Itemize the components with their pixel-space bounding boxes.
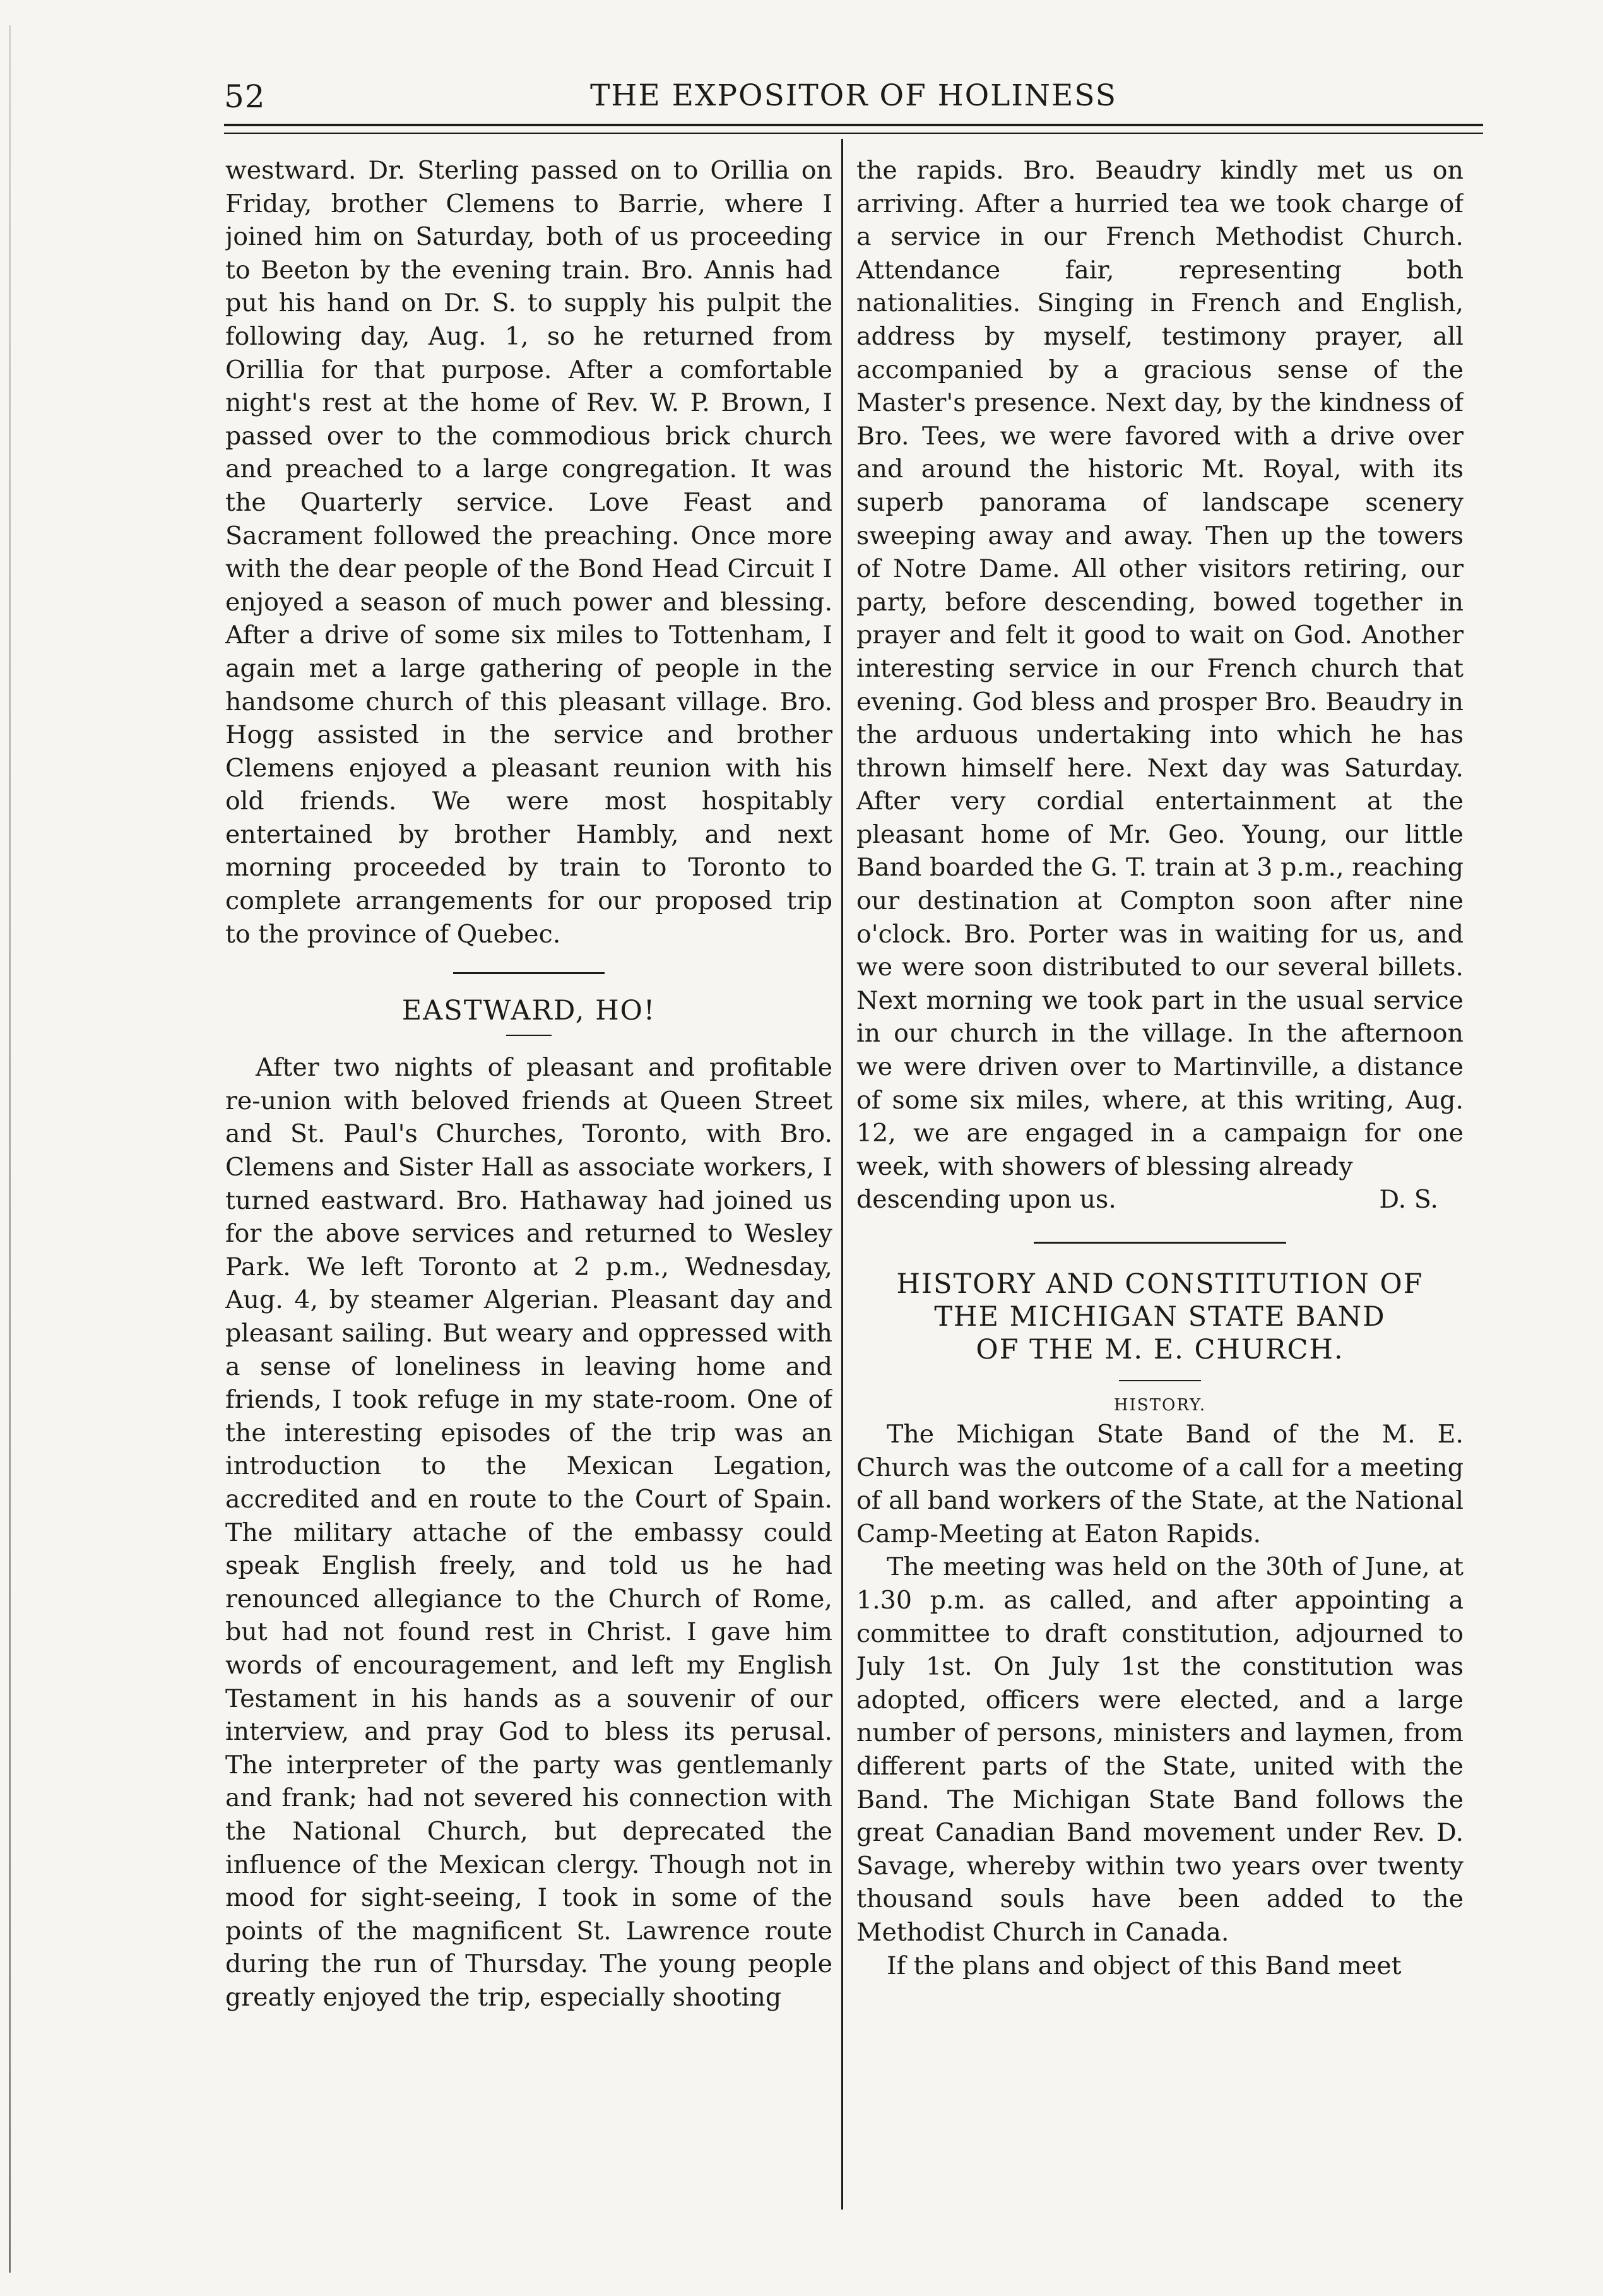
history-heading-line: OF THE M. E. CHURCH. <box>976 1334 1344 1365</box>
left-column <box>225 154 832 2199</box>
history-heading-line: HISTORY AND CONSTITUTION OF <box>896 1268 1424 1300</box>
section-heading-eastward: EASTWARD, HO! <box>401 995 656 1027</box>
history-heading-line: THE MICHIGAN STATE BAND <box>934 1301 1386 1333</box>
intro-paragraph: westward. Dr. Sterling passed on to Orillia on Friday, brother Clemens to Barrie, where I joined him on Saturday, both of us proceeding to Beeton by the evening train. Bro. Annis had put his hand on Dr. S. to supply his pulpit the following day, Aug. 1, so he returned from Orillia for that purpose. After a comfortable night's rest at the home of Rev. W. P. Brown, I passed over to the commodious brick church and preached to a large congregation. It was the Quarterly service. Love Feast and Sacrament followed the preaching. Once more with the dear people of the Bond Head Circuit I enjoyed a season of much power and blessing. After a drive of some six miles to Tottenham, I again met a large gathering of people in the handsome church of this pleasant village. Bro. Hogg assisted in the service and brother Clemens enjoyed a pleasant reunion with his old friends. We were most hospitably entertained by brother Hambly, and next morning proceeded by train to Toronto to complete arrangements for our proposed trip to the province of Quebec. <box>225 156 832 949</box>
header-rule-thin <box>224 133 1483 134</box>
history-paragraph-2: The meeting was held on the 30th of June, at 1.30 p.m. as called, and after appointing a committee to draft constitution, adjourned to July 1st. On July 1st the constitution was adopted, officers were elected, and a large number of persons, ministers and laymen, from different parts of the State, united with the Band. The Michigan State Band follows the great Canadian Band movement under Rev. D. Savage, whereby within two years over twenty thousand souls have been added to the Methodist Church in Canada. <box>856 1552 1464 1947</box>
section-divider-history <box>1034 1242 1286 1244</box>
header-rule-thick <box>224 124 1483 126</box>
column-divider <box>841 139 843 2210</box>
heading-rule <box>1119 1380 1201 1381</box>
history-subheading: HISTORY. <box>1113 1396 1207 1415</box>
right-column <box>856 154 1464 2199</box>
page-header <box>224 78 1483 129</box>
signature: D. S. <box>1379 1185 1438 1215</box>
continued-paragraph: the rapids. Bro. Beaudry kindly met us on arriving. After a hurried tea we took charge of a service in our French Methodist Church. Attendance fair, representing both nationalities. Singing in French and English, address by myself, testimony prayer, all accompanied by a gracious sense of the Master's presence. Next day, by the kindness of Bro. Tees, we were favored with a drive over and around the historic Mt. Royal, with its superb panorama of landscape scenery sweeping away and away. Then up the towers of Notre Dame. All other visitors retiring, our party, before descending, bowed together in prayer and felt it good to wait on God. Another interesting service in our French church that evening. God bless and prosper Bro. Beaudry in the arduous undertaking into which he has thrown himself here. Next day was Saturday. After very cordial entertainment at the pleasant home of Mr. Geo. Young, our little Band boarded the G. T. train at 3 p.m., reaching our destination at Compton soon after nine o'clock. Bro. Porter was in waiting for us, and we were soon distributed to our several billets. Next morning we took part in the usual service in our church in the village. In the afternoon we were driven over to Martinville, a distance of some six miles, where, at this writing, Aug. 12, we are engaged in a campaign for one week, with showers of blessing already <box>856 156 1464 1181</box>
page-number: 52 <box>224 78 266 115</box>
eastward-paragraph: After two nights of pleasant and profitable re-union with beloved friends at Queen Street and St. Paul's Churches, Toronto, with Bro. Clemens and Sister Hall as associate workers, I turned eastward. Bro. Hathaway had joined us for the above services and returned to Wesley Park. We left Toronto at 2 p.m., Wednesday, Aug. 4, by steamer Algerian. Pleasant day and pleasant sailing. But weary and oppressed with a sense of loneliness in leaving home and friends, I took refuge in my state-room. One of the interesting episodes of the trip was an introduction to the Mexican Legation, accredited and en route to the Court of Spain. The military attache of the embassy could speak English freely, and told us he had renounced allegiance to the Church of Rome, but had not found rest in Christ. I gave him words of encouragement, and left my English Testament in his hands as a souvenir of our interview, and pray God to bless its perusal. The interpreter of the party was gentlemanly and frank; had not severed his connection with the National Church, but deprecated the influence of the Mexican clergy. Though not in mood for sight-seeing, I took in some of the points of the magnificent St. Lawrence route during the run of Thursday. The young people greatly enjoyed the trip, especially shooting <box>225 1053 832 2012</box>
page-edge-shadow <box>9 25 11 2273</box>
history-paragraph-1: The Michigan State Band of the M. E. Church was the outcome of a call for a meeting of all band workers of the State, at the National Camp-Meeting at Eaton Rapids. <box>856 1420 1464 1549</box>
section-divider <box>453 972 605 974</box>
running-title: THE EXPOSITOR OF HOLINESS <box>590 78 1117 113</box>
heading-dash <box>506 1035 552 1036</box>
closing-line: descending upon us. <box>856 1185 1116 1215</box>
history-paragraph-3: If the plans and object of this Band meet <box>887 1951 1402 1980</box>
signature-line <box>856 1183 1464 1216</box>
